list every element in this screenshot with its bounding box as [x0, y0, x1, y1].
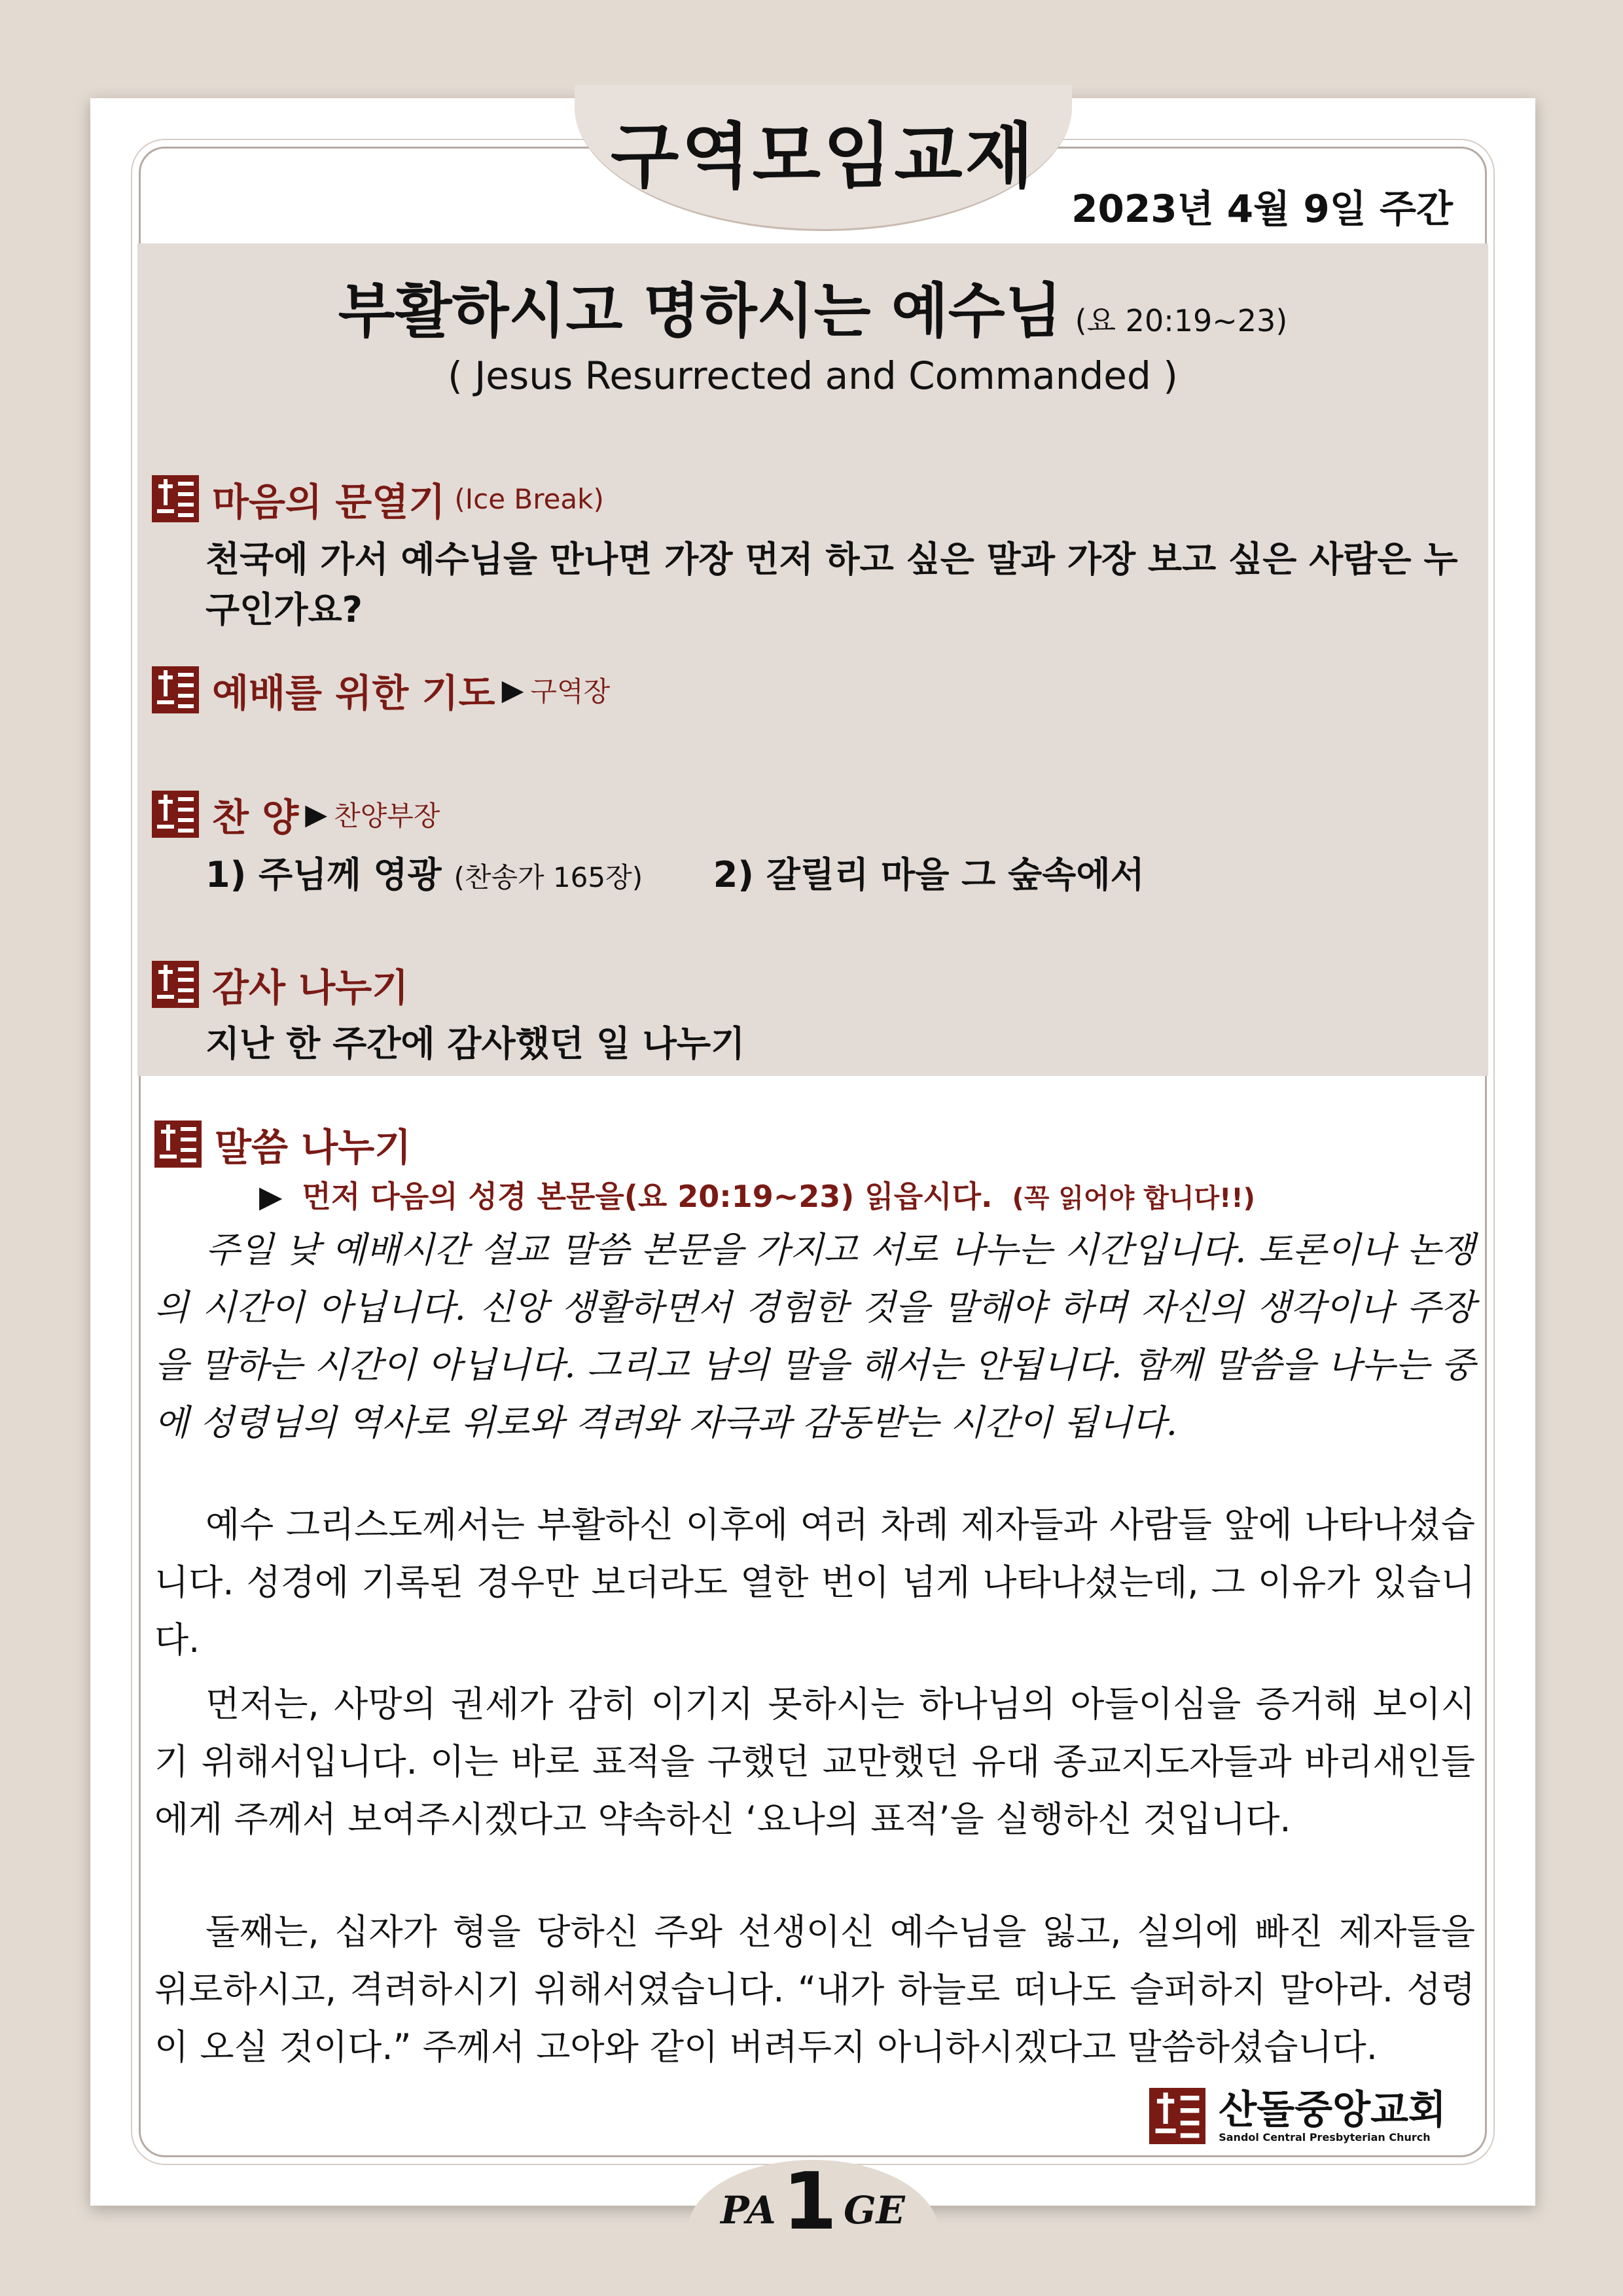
church-logo-icon: [152, 791, 199, 838]
section-icebreak-note: (Ice Break): [454, 482, 604, 515]
section-word-title: 말씀 나누기: [215, 1125, 412, 1170]
page-sheet: [90, 98, 1535, 2248]
church-logo-icon: [1149, 2088, 1205, 2144]
week-date: 2023년 4월 9일 주간: [1071, 187, 1453, 231]
sermon-reference: (요 20:19~23): [1075, 303, 1288, 338]
church-name-block: [1219, 2089, 1446, 2144]
section-praise-title: 찬 양: [212, 795, 299, 840]
section-icebreak-heading: [152, 471, 604, 526]
sermon-title: [137, 263, 1488, 348]
church-logo-icon: [152, 475, 199, 522]
sermon-subtitle: ( Jesus Resurrected and Commanded ): [448, 353, 1178, 398]
paragraph-2: 먼저는, 사망의 권세가 감히 이기지 못하시는 하나님의 아들이심을 증거해 보이시기 위해서입니다. 이는 바로 표적을 구했던 교만했던 유대 종교지도자들과 바리새인들에게 주께서 보여주시겠다고 약속하신 ‘요나의 표적’을 실행하신 것입니다.: [154, 1683, 1475, 1840]
church-logo-icon: [152, 666, 199, 713]
upper-panel: [137, 243, 1488, 1076]
reading-instruction-note: (꼭 읽어야 합니다!!): [1012, 1183, 1255, 1213]
song-1-note: (찬송가 165장): [454, 861, 643, 893]
arrow-right-icon: ▶: [501, 673, 524, 707]
page-title: 구역모임교재: [611, 116, 1036, 198]
section-thanks-title: 감사 나누기: [212, 965, 409, 1010]
paragraph-3: 둘째는, 십자가 형을 당하신 주와 선생이신 예수님을 잃고, 실의에 빠진 제자들을 위로하시고, 격려하시기 위해서였습니다. “내가 하늘로 떠나도 슬퍼하지 말아라. 성령이 오실 것이다.” 주께서 고아와 같이 버려두지 아니하시겠다고 말씀하셨습니다.: [154, 1911, 1475, 2068]
section-word-heading: [154, 1117, 411, 1172]
section-prayer-heading: [152, 662, 610, 717]
church-name-korean: 산돌중앙교회: [1219, 2087, 1446, 2133]
section-praise-heading: [152, 787, 440, 842]
church-logo-icon: [154, 1121, 202, 1168]
arrow-right-icon: ▶: [259, 1179, 283, 1214]
reading-instruction: [259, 1173, 1255, 1216]
section-thanks-body: 지난 한 주간에 감사했던 일 나누기: [205, 1023, 745, 1064]
section-praise-leader: 찬양부장: [334, 800, 440, 832]
church-name-english: Sandol Central Presbyterian Church: [1219, 2130, 1431, 2144]
page-number: [687, 2157, 938, 2253]
paragraph-intro: 주일 낮 예배시간 설교 말씀 본문을 가지고 서로 나누는 시간입니다. 토론이나 논쟁의 시간이 아닙니다. 신앙 생활하면서 경험한 것을 말해야 하며 자신의 생각이나 주장을 말하는 시간이 아닙니다. 그리고 남의 말을 해서는 안됩니다. 함께 말씀을 나누는 중에 성령님의 역사로 위로와 격려와 자극과 감동받는 시간이 됩니다.: [154, 1229, 1475, 1443]
reading-instruction-text: 먼저 다음의 성경 본문을(요 20:19~23) 읽읍시다.: [302, 1179, 993, 1214]
section-thanks-heading: [152, 957, 408, 1012]
page-suffix: GE: [844, 2188, 905, 2233]
section-prayer-leader: 구역장: [530, 675, 611, 708]
section-prayer-title: 예배를 위한 기도: [212, 671, 495, 715]
section-icebreak-body: 천국에 가서 예수님을 만나면 가장 먼저 하고 싶은 말과 가장 보고 싶은 사람은 누구인가요?: [205, 539, 1458, 630]
paragraph-1: 예수 그리스도께서는 부활하신 이후에 여러 차례 제자들과 사람들 앞에 나타나셨습니다. 성경에 기록된 경우만 보더라도 열한 번이 넘게 나타나셨는데, 그 이유가 있습니다.: [154, 1504, 1475, 1660]
section-praise-songs: [205, 847, 1145, 897]
sermon-title-text: 부활하시고 명하시는 예수님: [338, 277, 1062, 346]
church-signature: [1149, 2088, 1446, 2144]
page-prefix: PA: [721, 2188, 776, 2233]
song-1: 1) 주님께 영광: [205, 854, 442, 895]
page-number-value: 1: [782, 2157, 838, 2248]
church-logo-icon: [152, 961, 199, 1008]
section-icebreak-title: 마음의 문열기: [212, 480, 446, 524]
arrow-right-icon: ▶: [305, 797, 328, 831]
song-2: 2) 갈릴리 마을 그 숲속에서: [713, 854, 1145, 895]
